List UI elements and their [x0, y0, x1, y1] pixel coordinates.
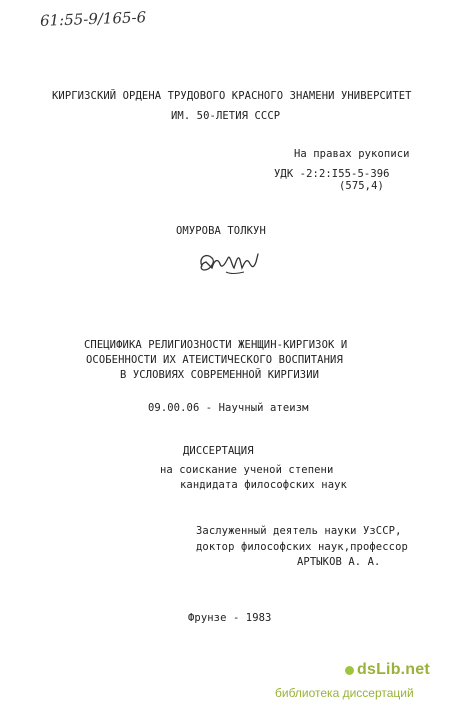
udk-code: УДК -2:2:I55-5-396: [274, 168, 390, 180]
dslib-subtitle: библиотека диссертаций: [275, 686, 414, 700]
dslib-logo: [345, 661, 430, 679]
advisor-title-line1: Заслуженный деятель науки УзССР,: [196, 525, 402, 537]
degree-line1: на соискание ученой степени: [160, 464, 334, 476]
specialty-code: 09.00.06 - Научный атеизм: [148, 402, 309, 414]
logo-dot-icon: [345, 666, 354, 675]
manuscript-rights-text: На правах рукописи: [294, 148, 410, 160]
dissertation-title-line3: В УСЛОВИЯХ СОВРЕМЕННОЙ КИРГИЗИИ: [120, 369, 320, 381]
dissertation-heading: ДИССЕРТАЦИЯ: [183, 445, 254, 457]
university-name-line2: ИМ. 50-ЛЕТИЯ СССР: [171, 110, 281, 122]
degree-line2: кандидата философских наук: [180, 479, 347, 491]
city-and-year: Фрунзе - 1983: [188, 612, 272, 624]
dslib-logo-text: dsLib.net: [357, 661, 430, 678]
author-signature: [196, 244, 266, 284]
udk-extra-code: (575,4): [339, 180, 384, 192]
university-name-line1: КИРГИЗСКИЙ ОРДЕНА ТРУДОВОГО КРАСНОГО ЗНАМЕНИ УНИВЕРСИТЕТ: [52, 90, 412, 102]
dissertation-title-line1: СПЕЦИФИКА РЕЛИГИОЗНОСТИ ЖЕНЩИН-КИРГИЗОК И: [84, 339, 348, 351]
advisor-title-line2: доктор философских наук,профессор: [196, 541, 408, 553]
handwritten-archive-code: 61:55-9/165-6: [39, 8, 147, 30]
dissertation-title-line2: ОСОБЕННОСТИ ИХ АТЕИСТИЧЕСКОГО ВОСПИТАНИЯ: [86, 354, 343, 366]
author-name: ОМУРОВА ТОЛКУН: [176, 225, 266, 237]
advisor-name: АРТЫКОВ А. А.: [297, 556, 381, 568]
